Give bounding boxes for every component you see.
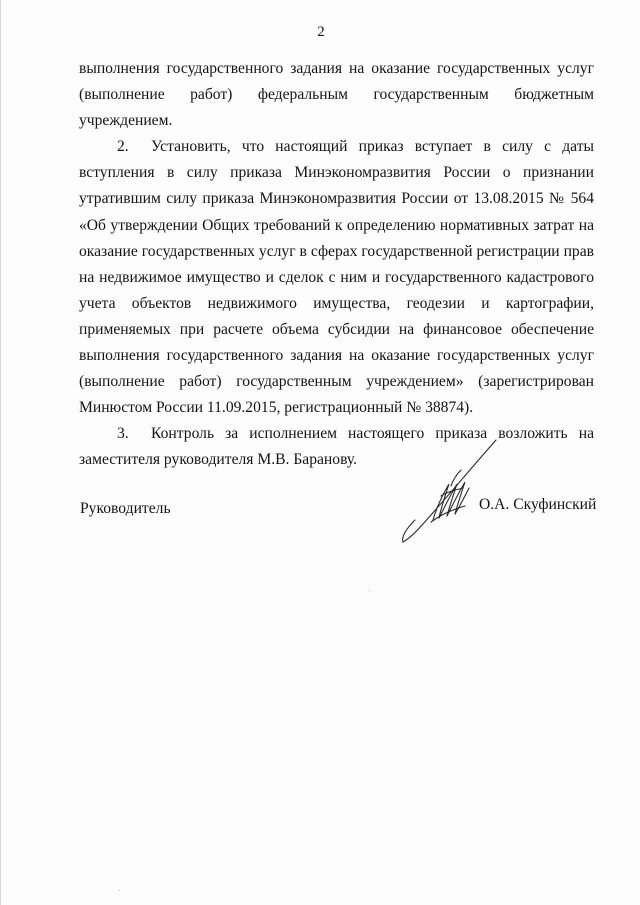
paragraph-2	[79, 134, 594, 421]
scan-speck	[119, 890, 120, 891]
paragraph-3-number: 3.	[117, 425, 129, 443]
scan-speck	[369, 590, 370, 591]
paragraph-continuation: выполнения государственного задания на оказание государственных услуг (выполнение работ) федеральным государственным бюджетным учреждением.	[79, 60, 594, 130]
paragraph-3	[79, 421, 594, 473]
signatory-title: Руководитель	[80, 500, 171, 517]
paragraph-3-text: Контроль за исполнением настоящего приказа возложить на заместителя руководителя М.В. Баранову.	[79, 425, 594, 469]
document-body	[79, 56, 594, 474]
signatory-name: О.А. Скуфинский	[479, 496, 597, 513]
paragraph-2-number: 2.	[117, 138, 129, 156]
paragraph-2-text: Установить, что настоящий приказ вступает в силу с даты вступления в силу приказа Минэкономразвития России о признании утратившим силу приказа Минэкономразвития России от 13.08.2015 № 564 «Об утверждении Общих требований к определению нормативных затрат на оказание государственных услуг в сферах государственной регистрации прав на недвижимое имущество и сделок с ним и государственного кадастрового учета объектов недвижимого имущества, геодезии и картографии, применяемых при расчете объема субсидии на финансовое обеспечение выполнения государственного задания на оказание государственных услуг (выполнение работ) государственным учреждением» (зарегистрирован Минюстом России 11.09.2015, регистрационный № 38874).	[79, 138, 594, 417]
page-number: 2	[317, 24, 325, 40]
handwritten-signature-icon	[393, 436, 503, 546]
